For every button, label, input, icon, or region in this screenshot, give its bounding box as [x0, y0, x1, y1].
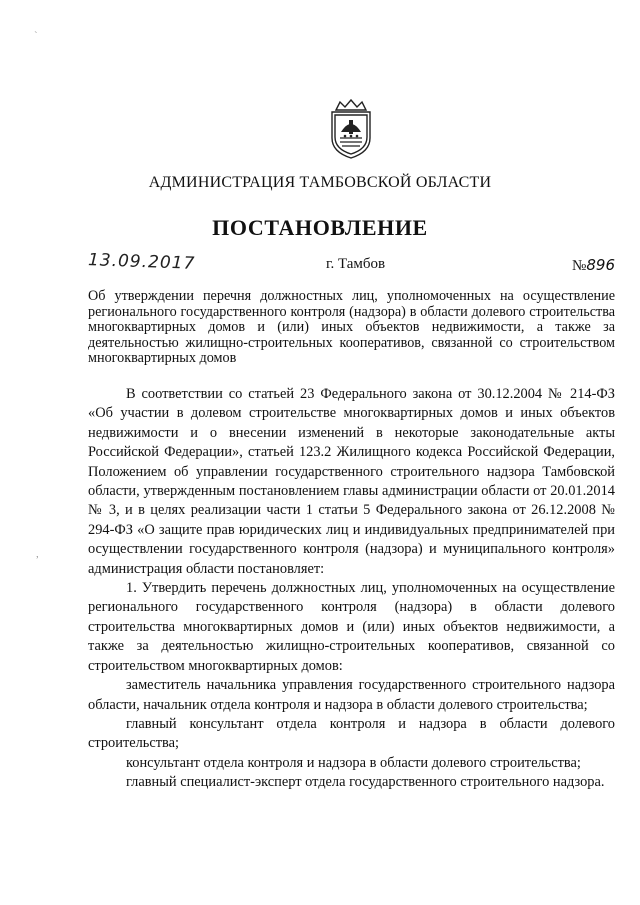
scan-speck: `: [34, 30, 38, 42]
position-item: главный консультант отдела контроля и надзора в области долевого строительства;: [88, 715, 615, 752]
scan-speck: ,: [36, 548, 39, 560]
document-number: [572, 256, 615, 275]
document-city: г. Тамбов: [326, 256, 386, 272]
tambov-coat-of-arms-icon: [326, 98, 376, 160]
item-1-paragraph: 1. Утвердить перечень должностных лиц, уполномоченных на осуществление регионального государственного контроля (надзора) в области долевого строительства многоквартирных домов и (или) иных объектов недвижимости, а также за деятельностью жилищно-строительных кооперативов, связанной со строительством многоквартирных домов:: [88, 580, 615, 674]
document-body: [88, 385, 615, 793]
position-item: главный специалист-эксперт отдела государственного строительного надзора.: [126, 774, 605, 791]
position-item: заместитель начальника управления государственного строительного надзора области, начальник отдела контроля и надзора в области долевого строительства;: [88, 677, 615, 713]
number-prefix: №: [572, 258, 587, 274]
number-value: 896: [586, 256, 615, 274]
preamble-paragraph: В соответствии со статьей 23 Федерального закона от 30.12.2004 № 214-ФЗ «Об участии в долевом строительстве многоквартирных домов и иных объектов недвижимости и о внесении изменений в некоторые законодательные акты Российской Федерации», статьей 123.2 Жилищного кодекса Российской Федерации, Положением об управлении государственного строительного надзора Тамбовской области, утвержденным постановлением главы администрации области от 20.01.2014 № 3, и в целях реализации части 1 статьи 5 Федерального закона от 26.12.2008 № 294-ФЗ «О защите прав юридических лиц и индивидуальных предпринимателей при осуществлении государственного контроля (надзора) и муниципального контроля» администрация области постановляет:: [88, 386, 615, 577]
document-meta-row: [87, 250, 615, 278]
document-date: 13.09.2017: [87, 250, 196, 274]
position-item: консультант отдела контроля и надзора в области долевого строительства;: [126, 754, 581, 771]
document-type-title: ПОСТАНОВЛЕНИЕ: [212, 215, 428, 240]
document-subject: Об утверждении перечня должностных лиц, уполномоченных на осуществление регионального государственного контроля (надзора) в области долевого строительства многоквартирных домов и (или) иных объектов недвижимости, а также за деятельностью жилищно-строительных кооперативов, связанной со строительством многоквартирных домов: [88, 288, 615, 366]
organization-title: АДМИНИСТРАЦИЯ ТАМБОВСКОЙ ОБЛАСТИ: [148, 174, 492, 191]
